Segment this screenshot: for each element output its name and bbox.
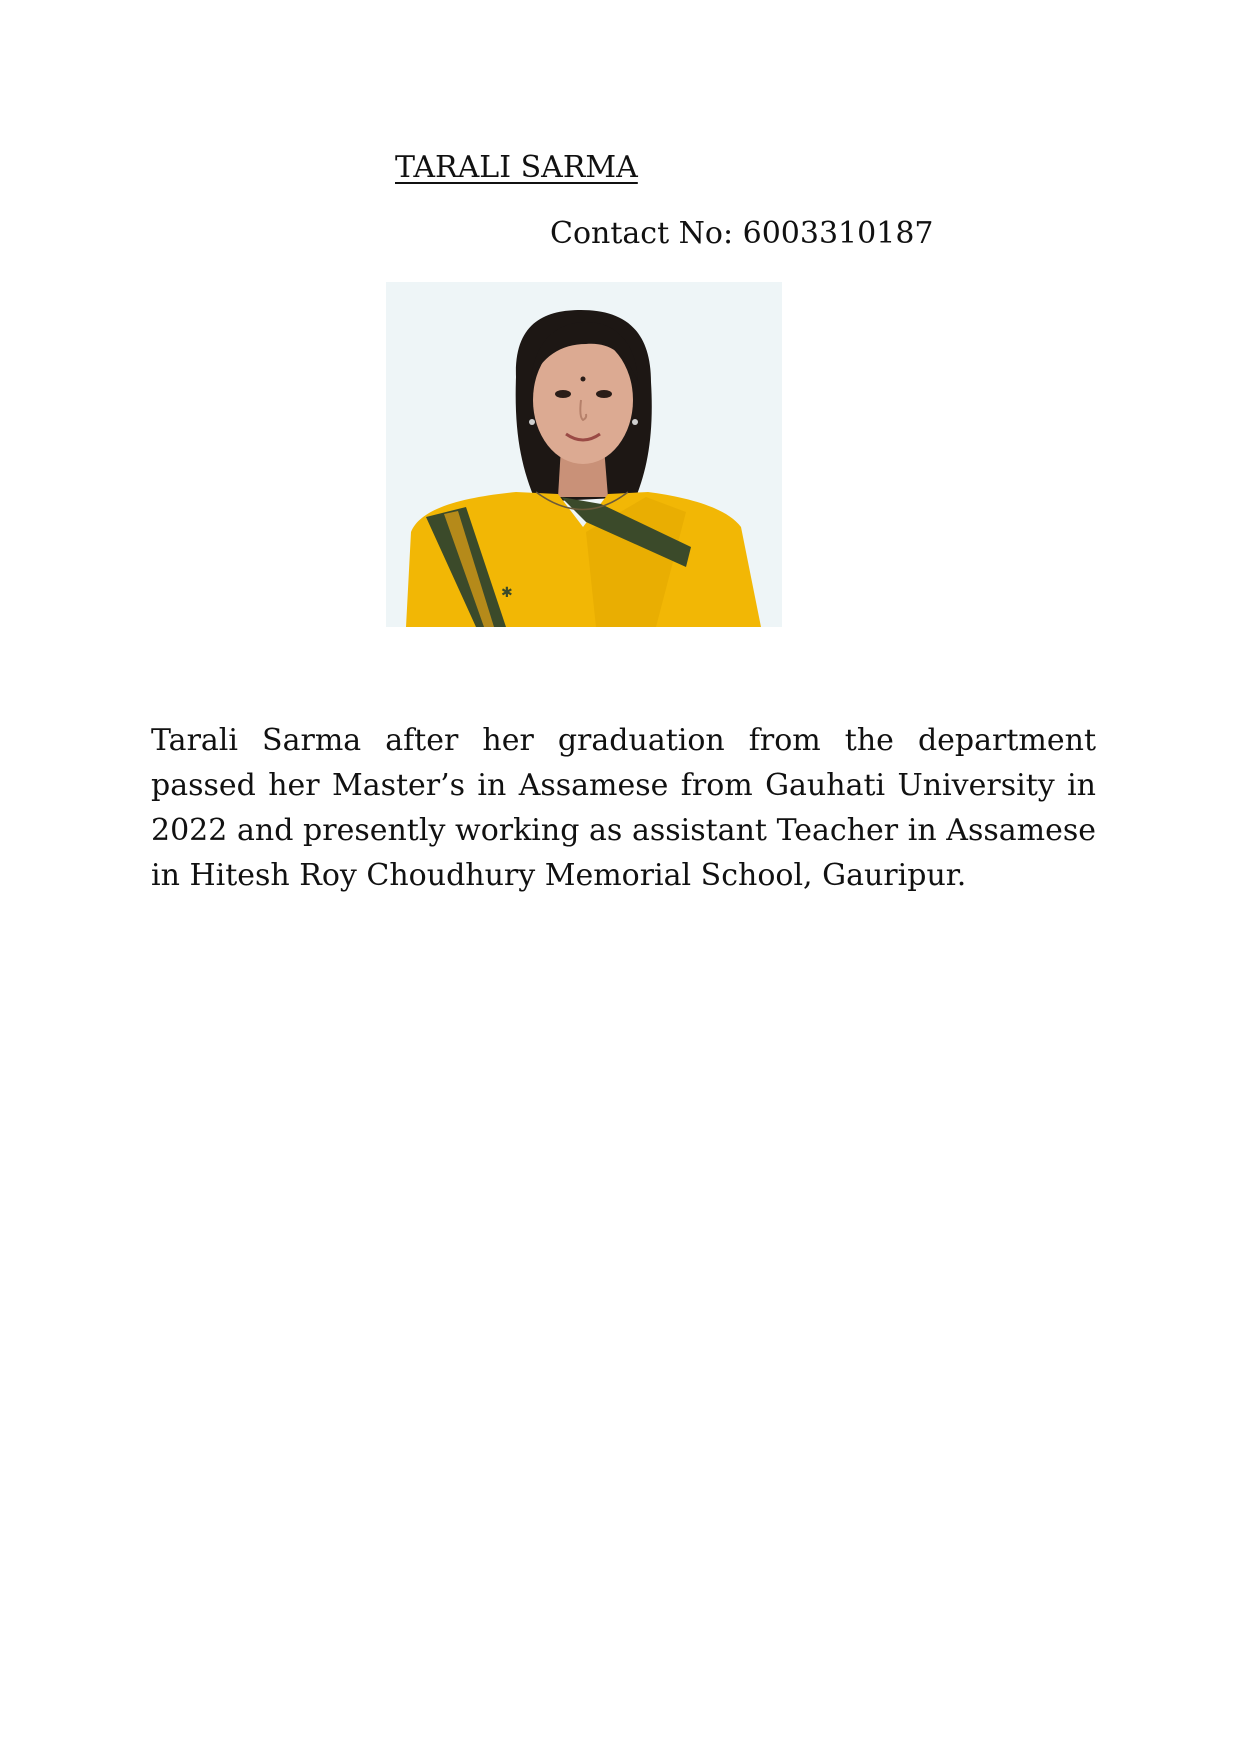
biography-paragraph: Tarali Sarma after her graduation from the department passed her Master’s in Assamese from Gauhati University in 2022 and presently working as assistant Teacher in Assamese in Hitesh Roy Choudhury Memorial School, Gauripur. (151, 723, 1096, 893)
svg-text:✱: ✱ (501, 585, 513, 601)
contact-number: Contact No: 6003310187 (550, 216, 934, 251)
person-name-heading: TARALI SARMA (395, 150, 638, 185)
portrait-photo (386, 282, 782, 627)
